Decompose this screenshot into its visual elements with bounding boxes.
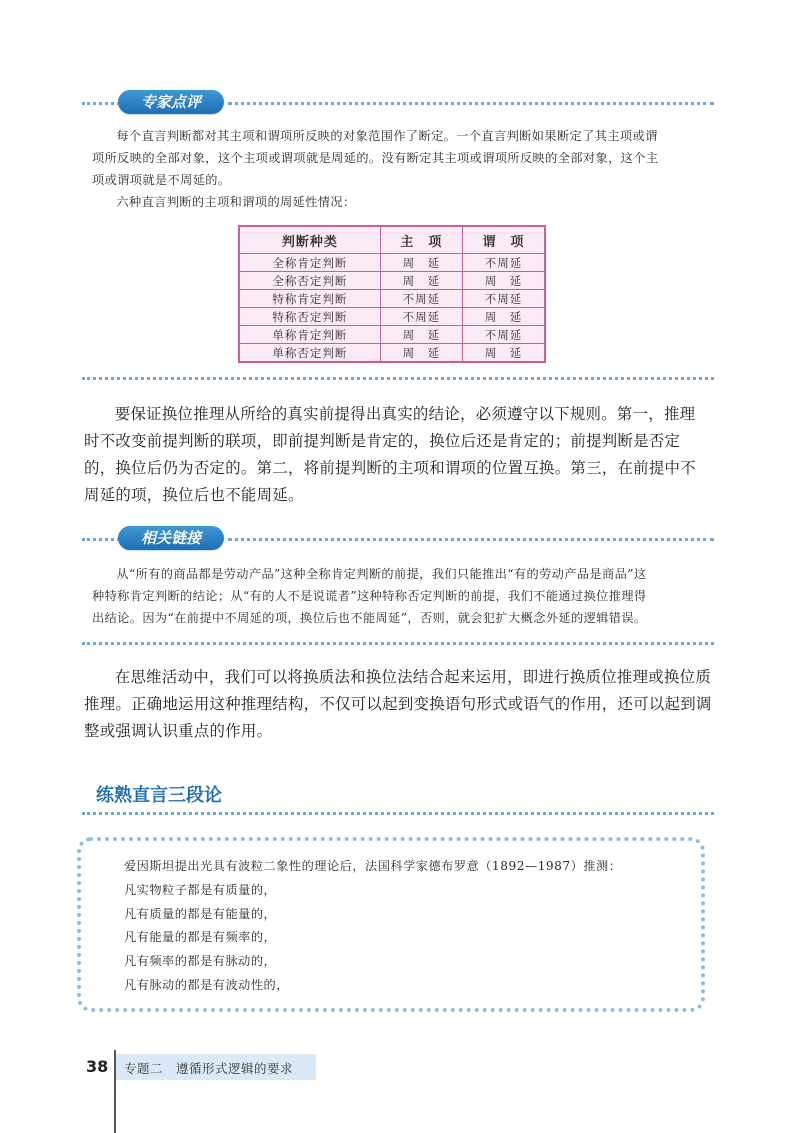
page-number: 38 (86, 1057, 109, 1076)
expert-line-1: 每个直言判断都对其主项和谓项所反映的对象范围作了断定。一个直言判断如果断定了其主项或谓 (116, 129, 658, 143)
dotted-rule-link-left (82, 538, 120, 541)
cell-predicate: 不周延 (462, 290, 545, 308)
exercise-line-2: 凡实物粒子都是有质量的， (124, 882, 277, 897)
table-row (239, 254, 545, 272)
table-row (239, 290, 545, 308)
cell-predicate: 周 延 (462, 344, 545, 363)
related-link-badge: 相关链接 (118, 526, 224, 550)
main1-line-3: 的，换位后仍为否定的。第二，将前提判断的主项和谓项的位置互换。第三，在前提中不 (84, 459, 696, 477)
dotted-rule-after-table (82, 377, 714, 380)
table-header-row (239, 226, 545, 254)
cell-kind: 全称肯定判断 (239, 254, 380, 272)
cell-predicate: 不周延 (462, 326, 545, 344)
link-line-3: 出结论。因为“在前提中不周延的项，换位后也不能周延”，否则，就会犯扩大概念外延的逻辑错误。 (92, 611, 647, 625)
main1-line-2: 时不改变前提判断的联项，即前提判断是肯定的，换位后还是肯定的；前提判断是否定 (84, 432, 681, 450)
main2-line-2: 推理。正确地运用这种推理结构，不仅可以起到变换语句形式或语气的作用，还可以起到调 (84, 695, 712, 713)
header-kind: 判断种类 (239, 226, 380, 254)
exercise-line-1: 爱因斯坦提出光具有波粒二象性的理论后，法国科学家德布罗意（1892—1987）推测： (124, 859, 622, 873)
cell-subject: 周 延 (380, 344, 462, 363)
exercise-line-3: 凡有质量的都是有能量的， (124, 906, 277, 921)
expert-line-2: 项所反映的全部对象，这个主项或谓项就是周延的。没有断定其主项或谓项所反映的全部对象，这个主 (92, 151, 659, 165)
exercise-text (124, 855, 621, 998)
dotted-rule-section (82, 812, 714, 815)
cell-subject: 周 延 (380, 254, 462, 272)
cell-kind: 特称肯定判断 (239, 290, 380, 308)
header-predicate: 谓 项 (462, 226, 545, 254)
related-link-text (92, 563, 722, 629)
cell-subject: 不周延 (380, 290, 462, 308)
cell-kind: 特称否定判断 (239, 308, 380, 326)
cell-predicate: 周 延 (462, 272, 545, 290)
header-subject: 主 项 (380, 226, 462, 254)
table-row (239, 272, 545, 290)
expert-review-paragraph (92, 125, 722, 213)
cell-subject: 不周延 (380, 308, 462, 326)
exercise-line-6: 凡有脉动的都是有波动性的， (124, 977, 289, 992)
chapter-label: 专题二 遵循形式逻辑的要求 (124, 1061, 294, 1076)
table-intro: 六种直言判断的主项和谓项的周延性情况： (116, 195, 356, 209)
cell-subject: 周 延 (380, 326, 462, 344)
dotted-rule-link-right (228, 538, 714, 541)
main2-line-1: 在思维活动中，我们可以将换质法和换位法结合起来运用，即进行换质位推理或换位质 (114, 668, 712, 686)
cell-kind: 全称否定判断 (239, 272, 380, 290)
dotted-rule-after-link (82, 642, 714, 645)
dotted-rule-top-right (228, 102, 714, 105)
cell-kind: 单称否定判断 (239, 344, 380, 363)
section-title: 练熟直言三段论 (96, 785, 222, 806)
dotted-rule-top (82, 102, 120, 105)
table-row (239, 326, 545, 344)
table-row (239, 308, 545, 326)
link-line-2: 种特称肯定判断的结论；从“有的人不是说谎者”这种特称否定判断的前提，我们不能通过换位推理得 (92, 589, 647, 603)
cell-subject: 周 延 (380, 272, 462, 290)
main-paragraph-1 (84, 401, 724, 509)
footer-divider (114, 1050, 116, 1133)
exercise-line-5: 凡有频率的都是有脉动的， (124, 954, 277, 969)
exercise-line-4: 凡有能量的都是有频率的， (124, 930, 277, 945)
main1-line-1: 要保证换位推理从所给的真实前提得出真实的结论，必须遵守以下规则。第一，推理 (114, 405, 696, 423)
table-row (239, 344, 545, 363)
distribution-table (238, 225, 546, 363)
expert-line-3: 项或谓项就是不周延的。 (92, 173, 231, 187)
main1-line-4: 周延的项，换位后也不能周延。 (84, 486, 304, 504)
expert-review-badge: 专家点评 (118, 90, 224, 114)
main2-line-3: 整或强调认识重点的作用。 (84, 722, 273, 740)
main-paragraph-2 (84, 664, 724, 745)
cell-kind: 单称肯定判断 (239, 326, 380, 344)
cell-predicate: 周 延 (462, 308, 545, 326)
cell-predicate: 不周延 (462, 254, 545, 272)
link-line-1: 从“所有的商品都是劳动产品”这种全称肯定判断的前提，我们只能推出“有的劳动产品是商品”这 (116, 567, 647, 581)
